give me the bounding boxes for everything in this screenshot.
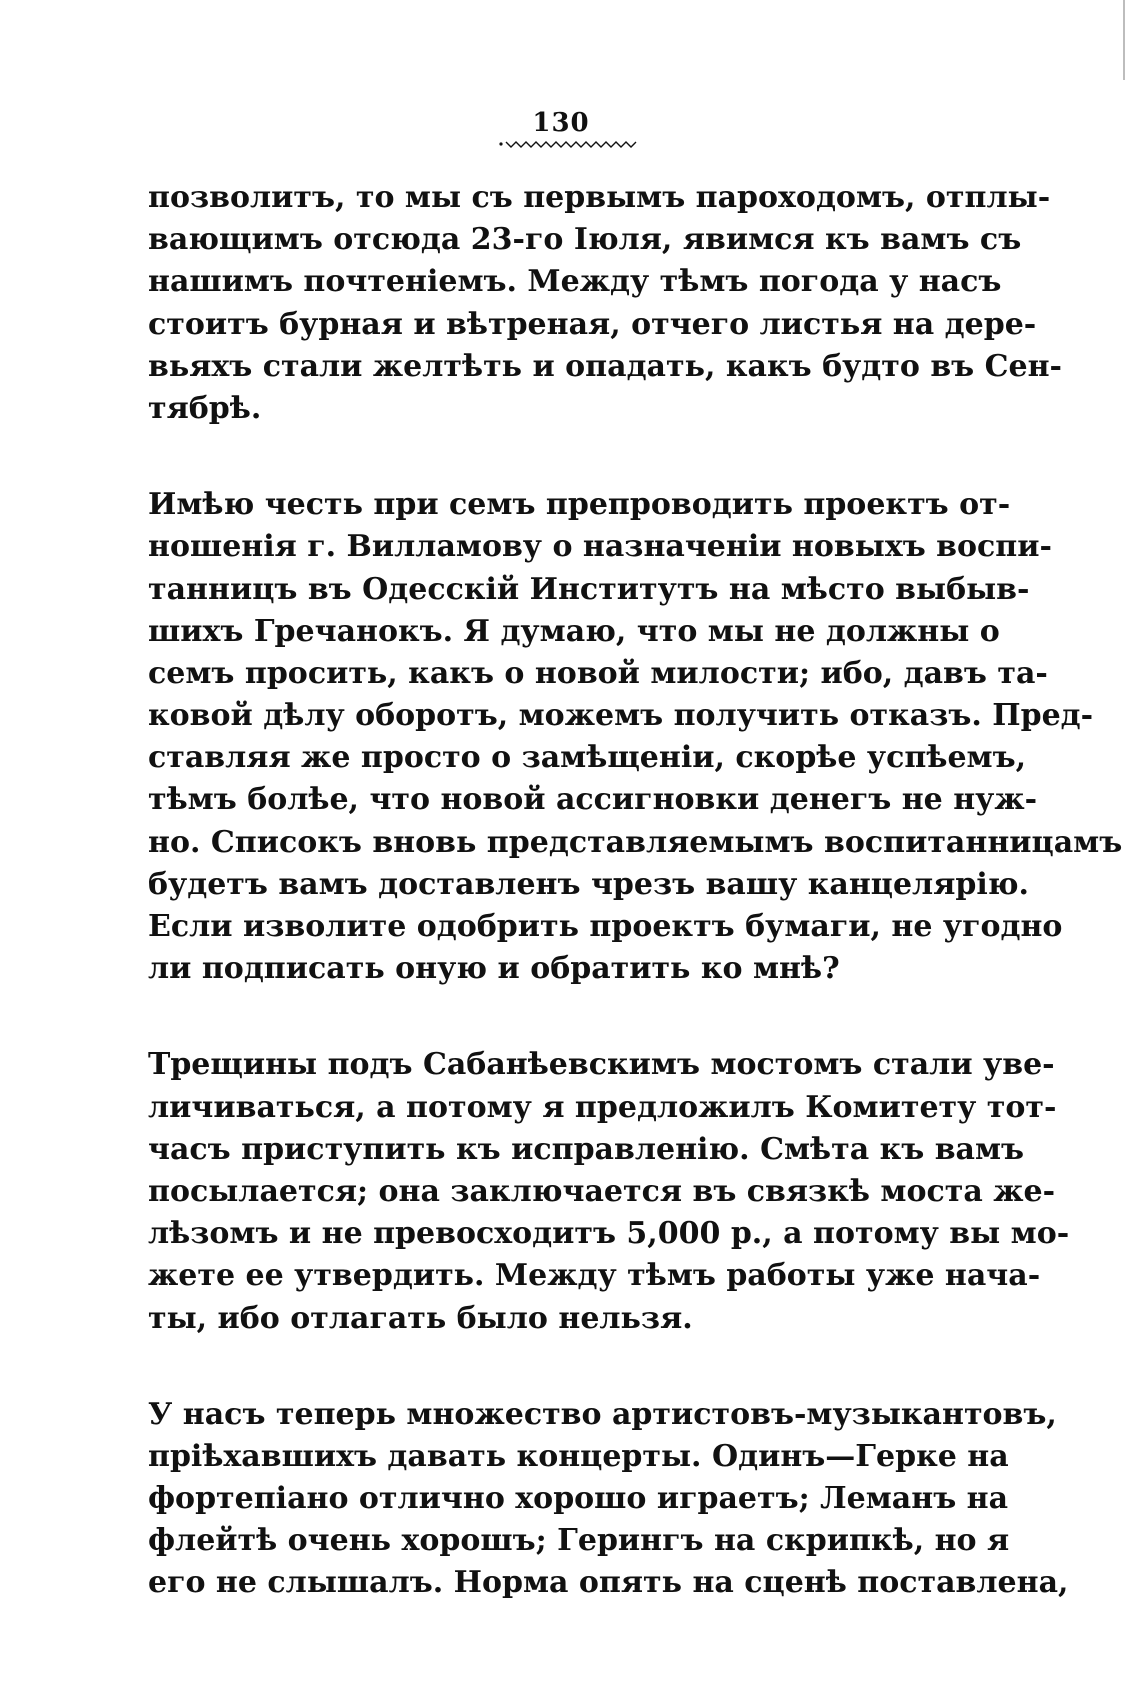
text-line: его не слышалъ. Норма опять на сценѣ поставлена,	[148, 1565, 1069, 1601]
text-line: шихъ Гречанокъ. Я думаю, что мы не должны о	[148, 613, 1000, 649]
text-line: танницъ въ Одесскій Институтъ на мѣсто выбыв-	[148, 571, 1030, 607]
text-line: ты, ибо отлагать было нельзя.	[148, 1300, 693, 1336]
paragraph-3	[148, 1044, 1070, 1339]
paragraph-gap	[148, 1340, 990, 1394]
paragraph-1	[148, 177, 1062, 430]
text-line: ковой дѣлу оборотъ, можемъ получить отказъ. Пред-	[148, 698, 1094, 734]
text-line: ношенія г. Вилламову о назначеніи новыхъ воспи-	[148, 529, 1052, 565]
text-line: фортепіано отлично хорошо играетъ; Леманъ на	[148, 1481, 1009, 1517]
text-line: позволитъ, то мы съ первымъ пароходомъ, отплы-	[148, 180, 1051, 215]
paragraph-4	[148, 1394, 1069, 1605]
text-line: флейтѣ очень хорошъ; Герингъ на скрипкѣ, но я	[148, 1523, 1010, 1559]
page-number: 130	[532, 108, 590, 138]
text-line: Если изволите одобрить проектъ бумаги, не угодно	[148, 909, 1063, 944]
text-line: тѣмъ болѣе, что новой ассигновки денегъ не нуж-	[148, 782, 1038, 818]
header-ornament-rule	[498, 137, 638, 149]
text-line: личиваться, а потому я предложилъ Комитету тот-	[148, 1089, 1057, 1125]
text-line: но. Списокъ вновь представляемымъ воспитанницамъ	[148, 824, 1123, 860]
text-line: посылается; она заключается въ связкѣ моста же-	[148, 1173, 1056, 1209]
text-line: будетъ вамъ доставленъ чрезъ вашу канцелярію.	[148, 866, 1029, 902]
paragraph-2	[148, 484, 1123, 990]
paragraph-gap	[148, 990, 990, 1044]
text-line: тябрѣ.	[148, 390, 262, 426]
page-edge-line	[1123, 0, 1125, 80]
text-line: ставляя же просто о замѣщеніи, скорѣе успѣемъ,	[148, 740, 1027, 776]
text-line: жете ее утвердить. Между тѣмъ работы уже нача-	[148, 1258, 1041, 1294]
text-line: часъ приступить къ исправленію. Смѣта къ вамъ	[148, 1131, 1025, 1167]
text-line: нашимъ почтеніемъ. Между тѣмъ погода у насъ	[148, 264, 1002, 300]
paragraph-gap	[148, 430, 990, 484]
text-line: Имѣю честь при семъ препроводить проектъ от-	[148, 487, 1011, 523]
text-line: ли подписать оную и обратить ко мнѣ?	[148, 951, 840, 987]
text-line: пріѣхавшихъ давать концерты. Одинъ—Герке на	[148, 1438, 1009, 1474]
text-line: У насъ теперь множество артистовъ-музыкантовъ,	[148, 1396, 1057, 1432]
text-line: Трещины подъ Сабанѣевскимъ мостомъ стали уве-	[148, 1047, 1055, 1083]
text-line: вьяхъ стали желтѣть и опадать, какъ будто въ Сен-	[148, 348, 1062, 384]
page-header	[0, 110, 1140, 136]
text-line: стоитъ бурная и вѣтреная, отчего листья на дере-	[148, 306, 1037, 342]
text-line: вающимъ отсюда 23-го Іюля, явимся къ вамъ съ	[148, 222, 1022, 258]
text-line: лѣзомъ и не превосходитъ 5,000 р., а потому вы мо-	[148, 1216, 1070, 1252]
body-text	[148, 177, 1123, 1605]
text-line: семъ просить, какъ о новой милости; ибо, давъ та-	[148, 655, 1048, 691]
